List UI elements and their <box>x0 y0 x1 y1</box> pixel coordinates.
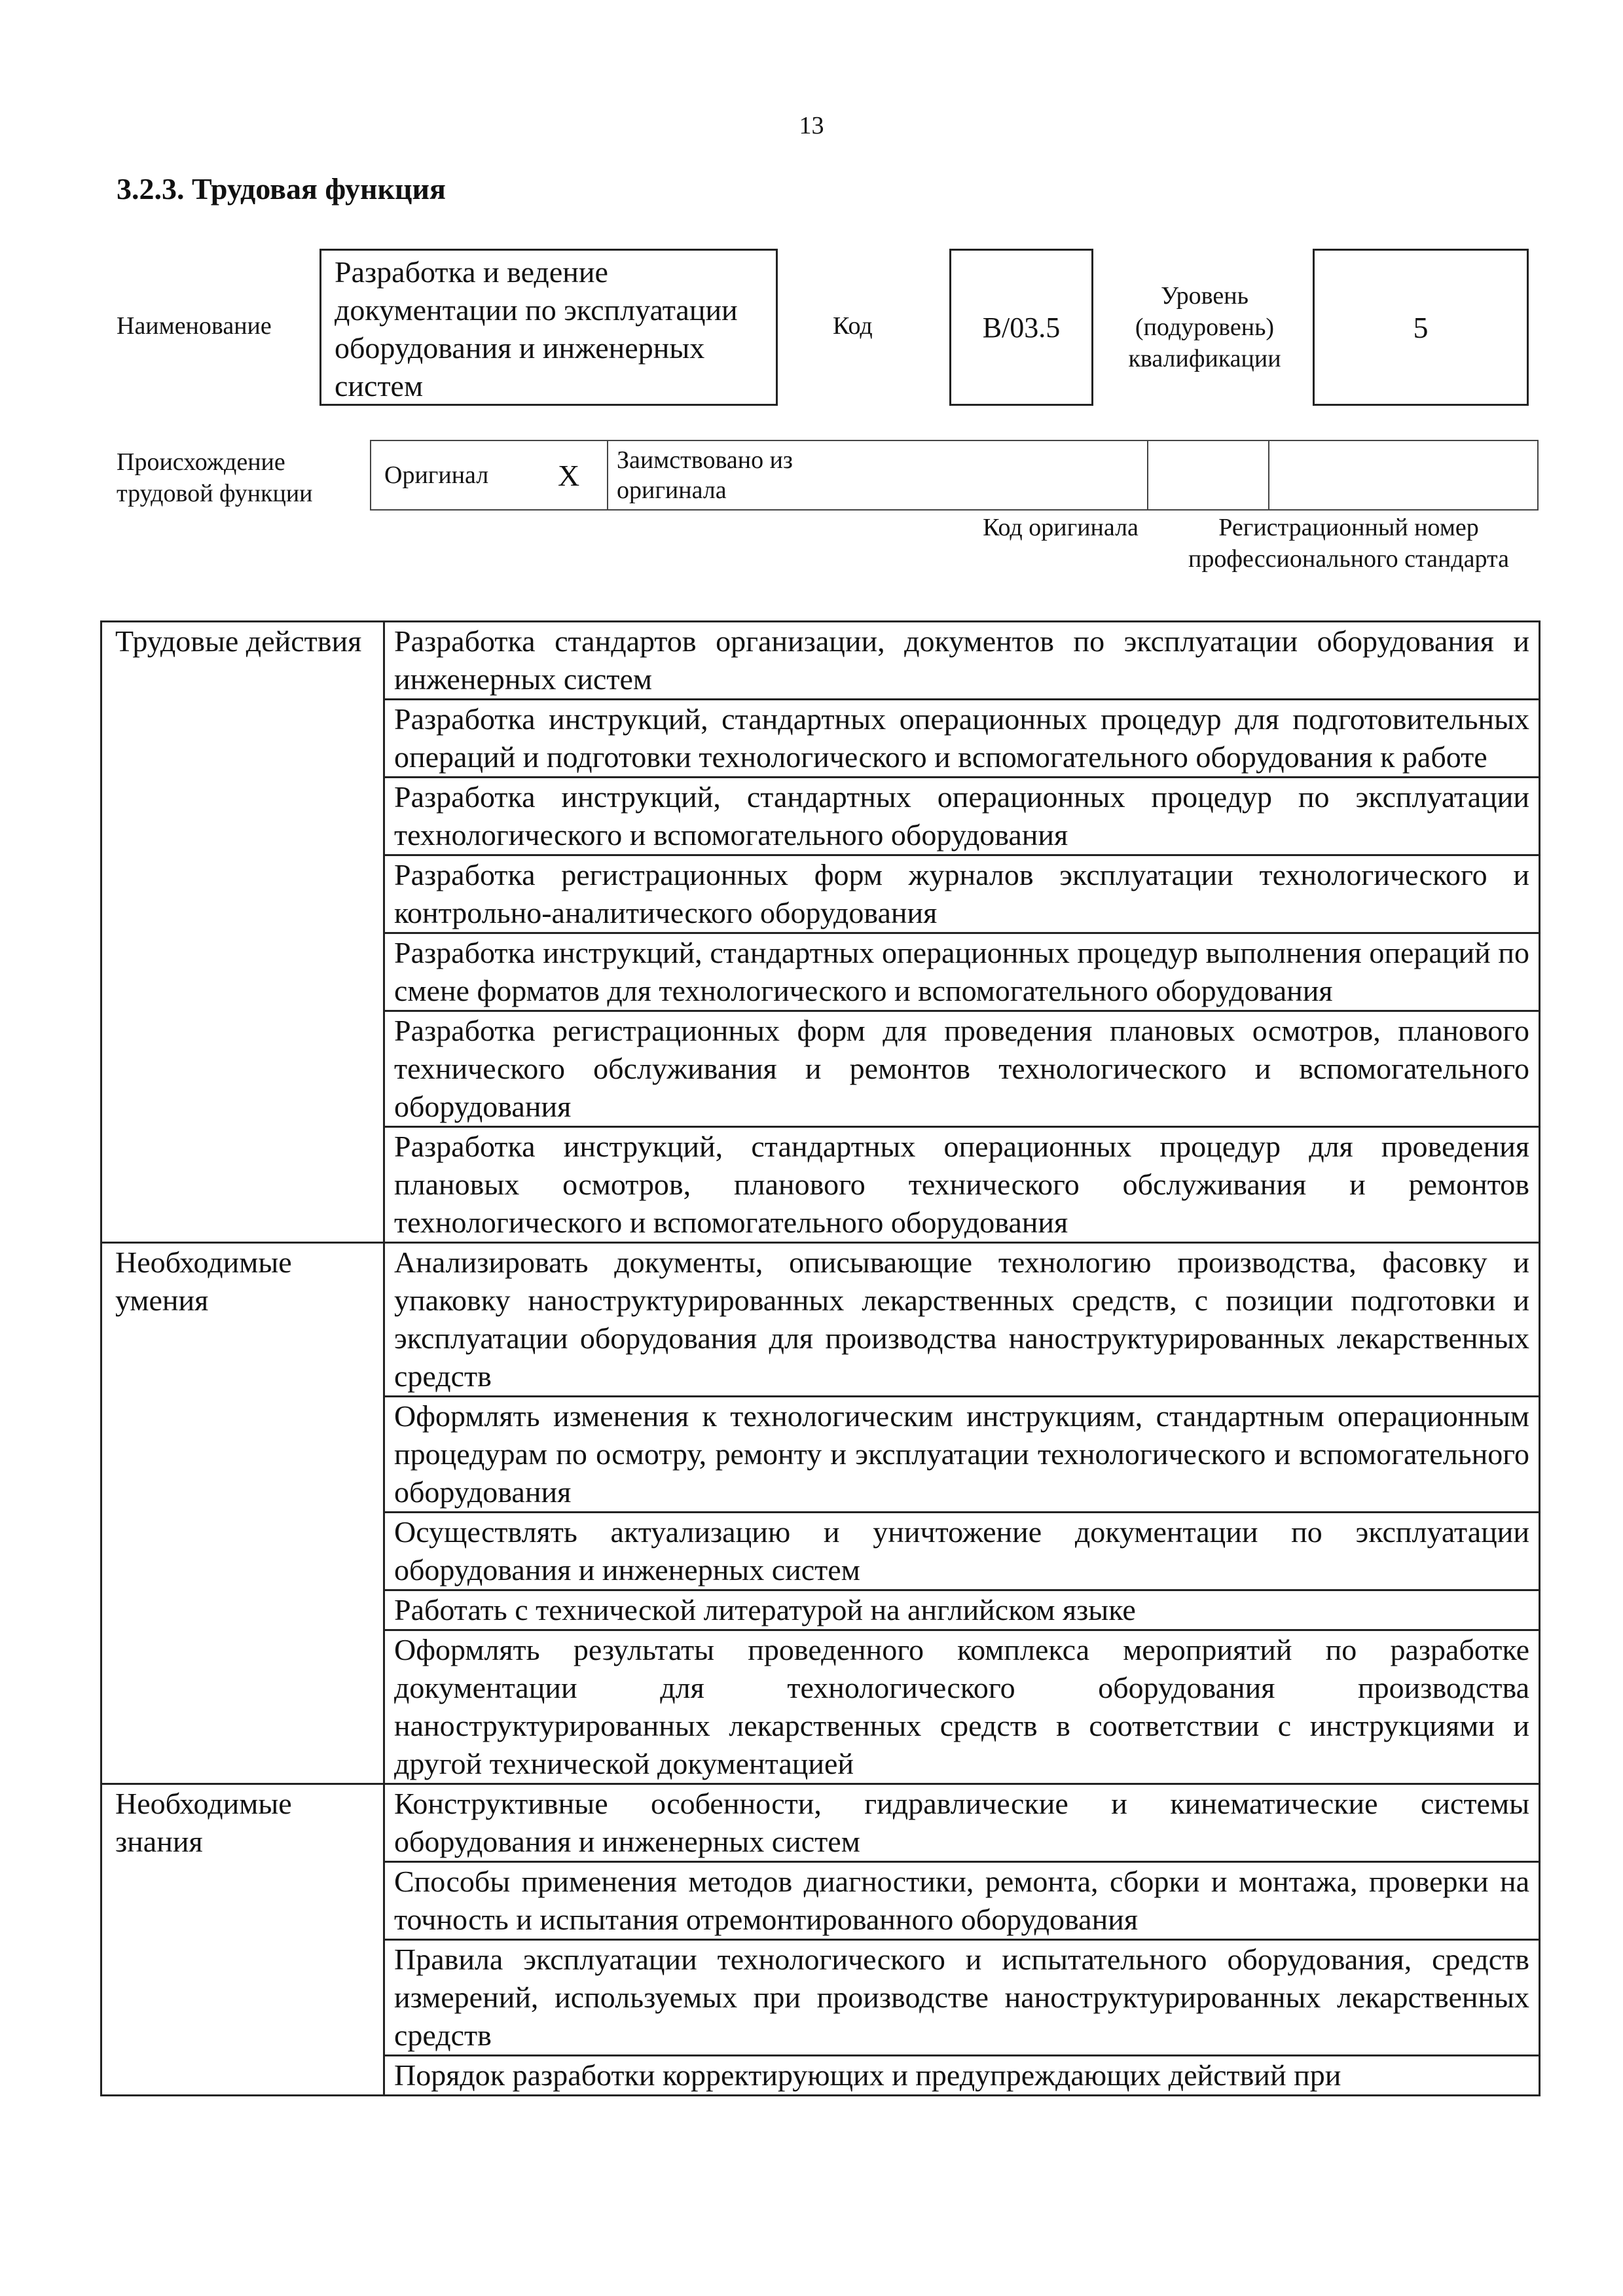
item-cell: Правила эксплуатации технологического и испытательного оборудования, средств измерений, используемых при производстве наноструктурированных лекарственных средств <box>384 1940 1540 2056</box>
table-row <box>101 1243 1540 1397</box>
table-row <box>101 622 1540 700</box>
item-cell: Способы применения методов диагностики, ремонта, сборки и монтажа, проверки на точность и испытания отремонтированного оборудования <box>384 1862 1540 1940</box>
item-cell: Анализировать документы, описывающие технологию производства, фасовку и упаковку наноструктурированных лекарственных средств, с позиции подготовки и эксплуатации оборудования для производства наноструктурированных лекарственных средств <box>384 1243 1540 1397</box>
item-cell: Разработка инструкций, стандартных операционных процедур для подготовительных операций и подготовки технологического и вспомогательного оборудования к работе <box>384 700 1540 778</box>
origin-row <box>370 440 1539 511</box>
registration-number-caption: Регистрационный номер профессионального стандарта <box>1188 514 1509 573</box>
original-label: Оригинал <box>384 461 489 489</box>
item-cell: Осуществлять актуализацию и уничтожение документации по эксплуатации оборудования и инженерных систем <box>384 1513 1540 1590</box>
item-cell: Разработка стандартов организации, документов по эксплуатации оборудования и инженерных систем <box>384 622 1540 700</box>
function-code-box: B/03.5 <box>949 249 1093 406</box>
divider <box>607 441 608 509</box>
item-cell: Конструктивные особенности, гидравлические и кинематические системы оборудования и инженерных систем <box>384 1784 1540 1862</box>
item-cell: Разработка инструкций, стандартных операционных процедур по эксплуатации технологического и вспомогательного оборудования <box>384 778 1540 855</box>
item-cell: Разработка регистрационных форм для проведения плановых осмотров, планового технического обслуживания и ремонтов технологического и вспомогательного оборудования <box>384 1011 1540 1127</box>
labor-function-table <box>100 620 1541 2096</box>
item-cell: Разработка регистрационных форм журналов эксплуатации технологического и контрольно-аналитического оборудования <box>384 855 1540 933</box>
item-cell: Разработка инструкций, стандартных операционных процедур для проведения плановых осмотров, планового технического обслуживания и ремонтов технологического и вспомогательного оборудования <box>384 1127 1540 1243</box>
code-label: Код <box>833 312 873 340</box>
category-cell: Необходимые знания <box>101 1784 384 2096</box>
original-mark: X <box>558 458 580 492</box>
borrowed-label: Заимствовано из оригинала <box>617 446 793 504</box>
page-number: 13 <box>799 112 824 139</box>
qualification-level-box: 5 <box>1313 249 1529 406</box>
category-cell: Необходимые умения <box>101 1243 384 1784</box>
divider <box>1268 441 1269 509</box>
item-cell: Порядок разработки корректирующих и предупреждающих действий при <box>384 2056 1540 2096</box>
category-cell: Трудовые действия <box>101 622 384 1243</box>
level-label: Уровень (подуровень) квалификации <box>1128 282 1281 372</box>
origin-label: Происхождение трудовой функции <box>117 448 313 507</box>
divider <box>1147 441 1148 509</box>
original-code-caption: Код оригинала <box>983 514 1139 541</box>
item-cell: Работать с технической литературой на английском языке <box>384 1590 1540 1630</box>
item-cell: Оформлять результаты проведенного комплекса мероприятий по разработке документации для технологического оборудования производства наноструктурированных лекарственных средств в соответствии с инструкциями и другой технической документацией <box>384 1630 1540 1784</box>
item-cell: Разработка инструкций, стандартных операционных процедур выполнения операций по смене форматов для технологического и вспомогательного оборудования <box>384 933 1540 1011</box>
table-row <box>101 1784 1540 1862</box>
item-cell: Оформлять изменения к технологическим инструкциям, стандартным операционным процедурам по осмотру, ремонту и эксплуатации технологического и вспомогательного оборудования <box>384 1397 1540 1513</box>
name-label: Наименование <box>117 312 272 340</box>
function-name-box: Разработка и ведение документации по эксплуатации оборудования и инженерных систем <box>319 249 778 406</box>
section-title: 3.2.3. Трудовая функция <box>117 172 446 206</box>
